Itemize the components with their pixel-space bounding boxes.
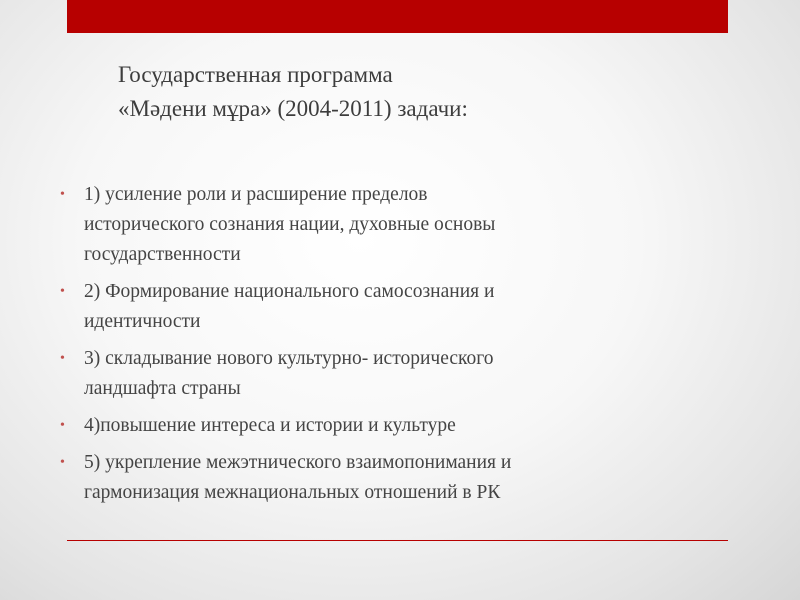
title-line-2: «Мәдени мұра» (2004-2011) задачи: xyxy=(118,96,468,121)
bullet-item-4 xyxy=(58,411,748,441)
bullet-list xyxy=(58,180,748,515)
bullet-icon: • xyxy=(60,284,65,299)
bullet-1-line-1: 1) усиление роли и расширение пределов xyxy=(84,184,428,205)
slide-title xyxy=(118,58,738,126)
title-line-1: Государственная программа xyxy=(118,62,393,87)
bullet-item-3 xyxy=(58,344,748,404)
bullet-3-line-1: 3) складывание нового культурно- исторического xyxy=(84,348,494,369)
bottom-divider xyxy=(67,540,728,541)
bullet-2-line-1: 2) Формирование национального самосознания и xyxy=(84,281,495,302)
bullet-icon: • xyxy=(60,187,65,202)
bullet-2-line-2: идентичности xyxy=(84,311,201,332)
bullet-1-line-2: исторического сознания нации, духовные основы xyxy=(84,214,496,235)
bullet-item-2 xyxy=(58,277,748,337)
bullet-icon: • xyxy=(60,418,65,433)
bullet-4-line-1: 4)повышение интереса и истории и культуре xyxy=(84,415,456,436)
bullet-3-line-2: ландшафта страны xyxy=(84,378,241,399)
bullet-icon: • xyxy=(60,455,65,470)
bullet-1-line-3: государственности xyxy=(84,244,241,265)
bullet-icon: • xyxy=(60,351,65,366)
bullet-item-1 xyxy=(58,180,748,270)
bullet-5-line-1: 5) укрепление межэтнического взаимопонимания и xyxy=(84,452,512,473)
bullet-5-line-2: гармонизация межнациональных отношений в РК xyxy=(84,482,501,503)
top-accent-bar xyxy=(67,0,728,33)
bullet-item-5 xyxy=(58,448,748,508)
